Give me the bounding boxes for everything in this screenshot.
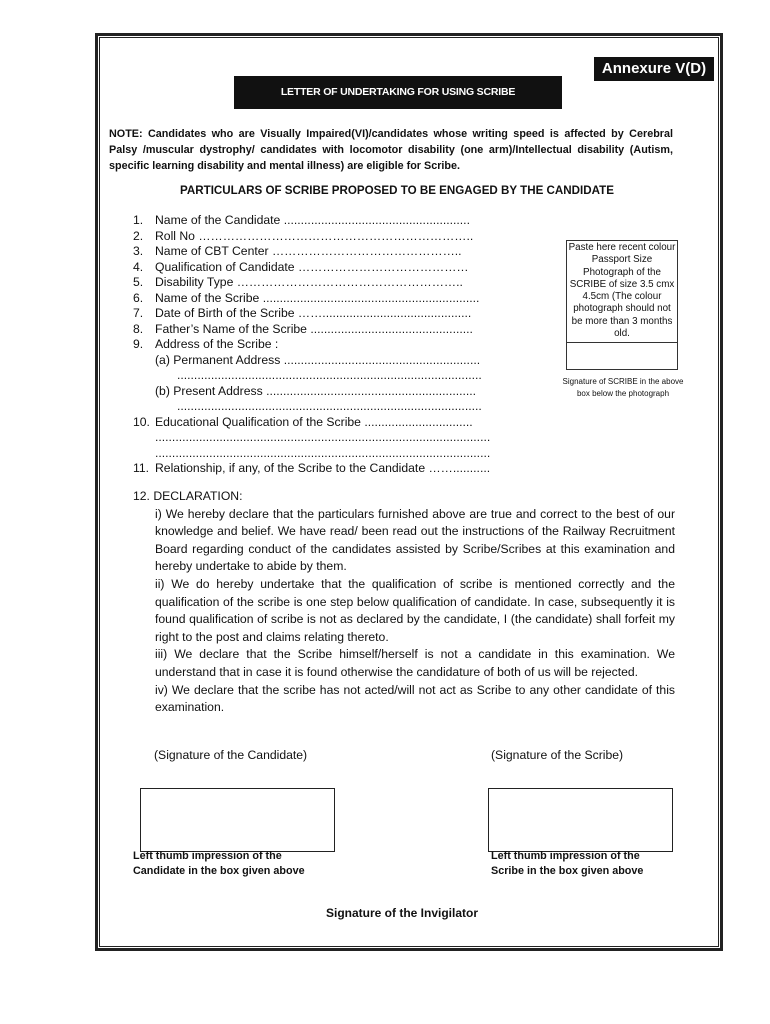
eligibility-note: NOTE: Candidates who are Visually Impaired(VI)/candidates whose writing speed is affected by Cerebral Palsy /muscular dystrophy/ candidates with locomotor disability (one arm)/Intellectual disability (Autism, specific learning disability and mental illness) are eligible for Scribe. xyxy=(109,128,673,172)
particulars-list xyxy=(133,213,490,477)
photo-divider xyxy=(567,342,677,343)
declaration-section xyxy=(133,488,675,717)
field-present-address: (b) Present Address .............................................................. xyxy=(155,383,477,398)
field-scribe-name: 6. Name of the Scribe ................................................................ xyxy=(133,290,480,305)
field-scribe-qualification: 10. Educational Qualification of the Scribe ................................ xyxy=(133,414,473,429)
photo-instruction: Paste here recent colour Passport Size Photograph of the SCRIBE of size 3.5 cmx 4.5cm (The colour photograph should not be more than 3 months old. xyxy=(568,242,676,340)
declaration-para-3: iii) We declare that the Scribe himself/herself is not a candidate in this examination. We understand that in case it is found otherwise the candidature of both of us will be rejected. xyxy=(155,647,675,679)
field-scribe-address: 9. Address of the Scribe : xyxy=(133,337,279,351)
scribe-signature-label: (Signature of the Scribe) xyxy=(491,748,624,762)
document-title: LETTER OF UNDERTAKING FOR USING SCRIBE xyxy=(234,76,562,109)
field-disability-type: 5. Disability Type ……………………………………………….. xyxy=(133,275,463,289)
candidate-thumb-box xyxy=(140,788,335,852)
candidate-signature-label: (Signature of the Candidate) xyxy=(154,748,308,762)
field-candidate-qualification: 4. Qualification of Candidate …………………………………… xyxy=(133,259,469,274)
annexure-label: Annexure V(D) xyxy=(594,57,714,81)
declaration-para-2: ii) We do hereby undertake that the qualification of scribe is mentioned correctly and the qualification of the scribe is one step below qualification of candidate. In case, subsequently it is found qualification of scribe is not as declared by the candidate, I (the candidate) shall forfeit my right to the post and claims relating thereto. xyxy=(155,576,675,644)
particulars-heading: PARTICULARS OF SCRIBE PROPOSED TO BE ENGAGED BY THE CANDIDATE xyxy=(180,184,614,197)
declaration-para-1: i) We hereby declare that the particulars furnished above are true and correct to the best of our knowledge and belief. We have read/ been read out the instructions of the Railway Recruitment Board regarding conduct of the candidates assisted by Scribe/Scribes at this examination and hereby undertake to abide by them. xyxy=(155,506,675,574)
field-scribe-father-name: 8. Father’s Name of the Scribe ................................................ xyxy=(133,321,473,336)
scribe-thumb-box xyxy=(488,788,673,852)
scribe-photo-box xyxy=(566,240,678,370)
field-roll-no: 2. Roll No ………………………………………………………….. xyxy=(133,228,474,243)
field-cbt-center: 3. Name of CBT Center ……………………………………….. xyxy=(133,244,462,258)
scribe-thumb-label-2: Scribe in the box given above xyxy=(491,865,644,877)
field-relationship: 11. Relationship, if any, of the Scribe to the Candidate ……........... xyxy=(133,461,491,475)
field-permanent-address-line2: .......................................................................................... xyxy=(177,368,482,382)
field-scribe-qualification-line3: ................................................................................................... xyxy=(155,445,491,460)
field-present-address-line2: .......................................................................................... xyxy=(177,399,482,413)
field-scribe-qualification-line2: ................................................................................................... xyxy=(155,430,491,444)
candidate-thumb-label-1: Left thumb impression of the xyxy=(133,850,282,862)
declaration-heading: 12. DECLARATION: xyxy=(133,489,243,503)
scribe-signature-caption: Signature of SCRIBE in the above box below the photograph xyxy=(562,377,684,398)
invigilator-signature-label: Signature of the Invigilator xyxy=(326,906,479,920)
scribe-thumb-label-1: Left thumb impression of the xyxy=(491,850,640,862)
field-scribe-dob: 7. Date of Birth of the Scribe ……............................................ xyxy=(133,306,472,320)
declaration-para-4: iv) We declare that the scribe has not acted/will not act as Scribe to any other candidate of this examination. xyxy=(155,682,675,715)
field-permanent-address: (a) Permanent Address .......................................................... xyxy=(155,352,481,367)
field-candidate-name: 1. Name of the Candidate ....................................................... xyxy=(133,213,470,227)
candidate-thumb-label-2: Candidate in the box given above xyxy=(133,865,305,877)
